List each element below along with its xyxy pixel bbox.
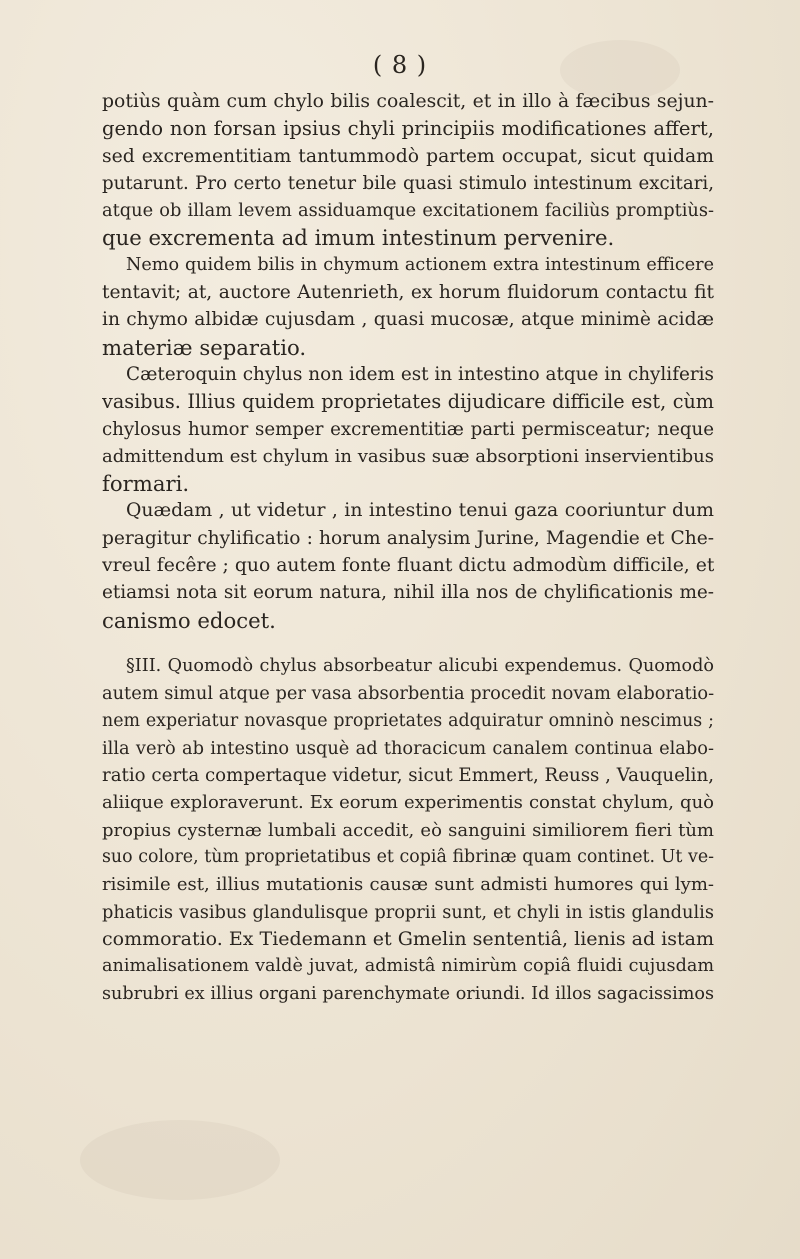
paragraph-section-3 [102,653,714,1008]
text-line: risimile est, illius mutationis causæ sunt admisti humores qui lym- [102,874,714,896]
text-line: putarunt. Pro certo tenetur bile quasi stimulo intestinum excitari, [102,172,714,194]
text-line: §III. Quomodò chylus absorbeatur alicubi expendemus. Quomodò [126,655,714,676]
text-line: sed excrementitiam tantummodò partem occupat, sicut quidam [102,145,714,167]
text-line: animalisationem valdè juvat, admistâ nimirùm copiâ fluidi cujusdam [102,956,714,977]
text-line: nem experiatur novasque proprietates adquiratur omninò nescimus ; [102,710,714,731]
text-line: formari. [102,471,190,497]
text-line: gendo non forsan ipsius chyli principiis modificationes affert, [102,117,714,141]
text-line: materiæ separatio. [102,334,307,360]
text-line: in chymo albidæ cujusdam , quasi mucosæ, atque minimè acidæ [102,309,714,331]
text-line: aliique exploraverunt. Ex eorum experimentis constat chylum, quò [102,792,714,814]
text-line: etiamsi nota sit eorum natura, nihil illa nos de chylificationis me- [102,582,714,604]
text-line: Quædam , ut videtur , in intestino tenui gaza cooriuntur dum [126,500,714,522]
text-line: vreul fecêre ; quo autem fonte fluant dictu admodùm difficile, et [102,555,714,577]
text-line: que excrementa ad imum intestinum pervenire. [102,225,615,251]
text-line: propius cysternæ lumbali accedit, eò sanguini similiorem fieri tùm [102,819,714,841]
text-line: suo colore, tùm proprietatibus et copiâ fibrinæ quam continet. Ut ve- [102,847,714,868]
text-line: illa verò ab intestino usquè ad thoracicum canalem continua elabo- [102,737,714,759]
text-line: Cæteroquin chylus non idem est in intestino atque in chyliferis [126,363,714,385]
paragraph-2 [102,252,714,361]
text-line: tentavit; at, auctore Autenrieth, ex horum fluidorum contactu fit [102,282,714,304]
paper-stain [80,1120,280,1200]
page-number: ( 8 ) [372,51,428,79]
text-line: vasibus. Illius quidem proprietates dijudicare difficile est, cùm [102,390,714,414]
text-line: peragitur chylificatio : horum analysim Jurine, Magendie et Che- [102,527,714,549]
body-text [102,88,714,1008]
text-line: potiùs quàm cum chylo bilis coalescit, et in illo à fæcibus sejun- [102,91,714,112]
text-line: subrubri ex illius organi parenchymate oriundi. Id illos sagacissimos [102,983,714,1004]
text-line: ratio certa compertaque videtur, sicut Emmert, Reuss , Vauquelin, [102,765,714,787]
text-line: autem simul atque per vasa absorbentia procedit novam elaboratio- [102,683,714,705]
text-line: atque ob illam levem assiduamque excitationem faciliùs promptiùs- [102,200,714,222]
paragraph-4 [102,497,714,633]
paragraph-3 [102,361,714,497]
text-line: Nemo quidem bilis in chymum actionem extra intestinum efficere [126,254,714,275]
text-line: phaticis vasibus glandulisque proprii sunt, et chyli in istis glandulis [102,901,714,923]
text-line: canismo edocet. [102,607,276,633]
section-spacer [102,634,714,653]
paragraph-1 [102,88,714,252]
text-line: admittendum est chylum in vasibus suæ absorptioni inservientibus [102,445,714,467]
text-line: chylosus humor semper excrementitiæ parti permisceatur; neque [102,418,714,440]
text-line: commoratio. Ex Tiedemann et Gmelin sententiâ, lienis ad istam [102,927,714,950]
